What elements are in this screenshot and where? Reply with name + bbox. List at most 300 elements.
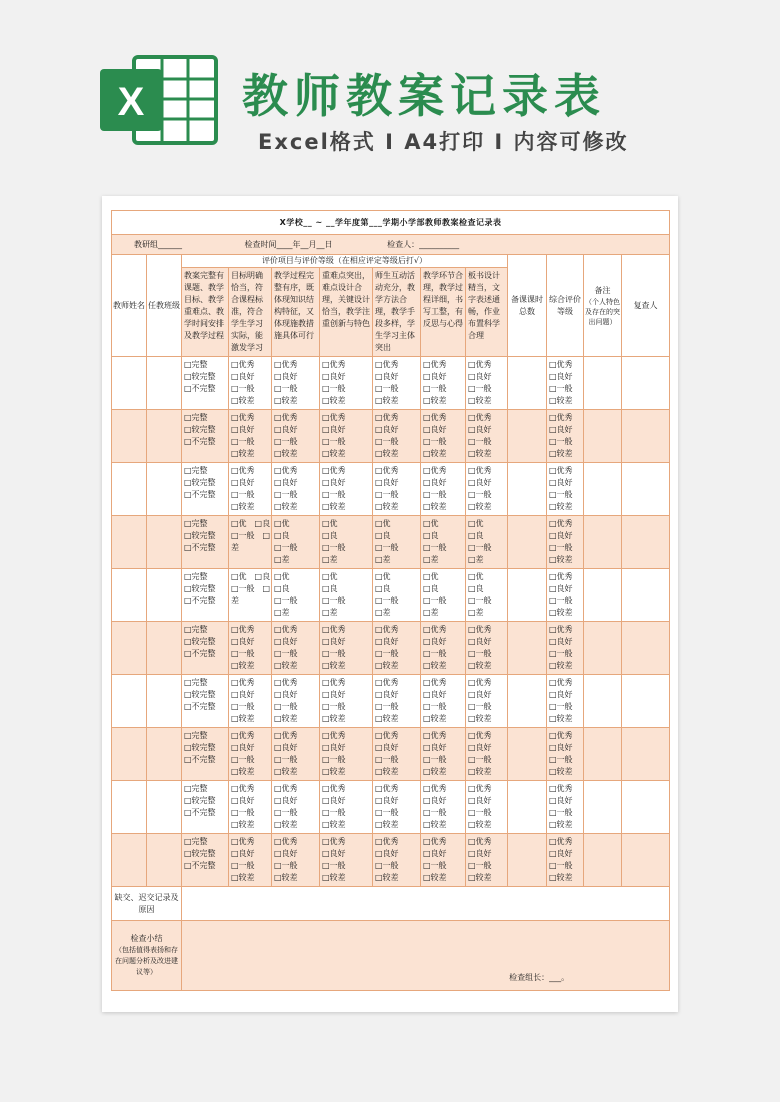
- option-checkbox[interactable]: □较差: [375, 767, 399, 776]
- option-checkbox[interactable]: □一般: [375, 702, 399, 711]
- option-checkbox[interactable]: 差: [231, 596, 239, 605]
- option-checkbox[interactable]: □较差: [274, 449, 298, 458]
- option-checkbox[interactable]: □差: [468, 555, 484, 564]
- option-checkbox[interactable]: □一般: [231, 861, 255, 870]
- option-checkbox[interactable]: □优秀: [375, 625, 399, 634]
- reviewer-cell[interactable]: [622, 781, 670, 834]
- option-checkbox[interactable]: □一般: [375, 437, 399, 446]
- teacher-name-cell[interactable]: [112, 728, 147, 781]
- option-checkbox[interactable]: □不完整: [184, 702, 216, 711]
- option-checkbox[interactable]: □良好: [549, 796, 573, 805]
- option-checkbox[interactable]: □一般: [274, 808, 298, 817]
- option-checkbox[interactable]: □良好: [423, 796, 447, 805]
- option-checkbox[interactable]: □一般: [274, 755, 298, 764]
- option-checkbox[interactable]: □优秀: [468, 784, 492, 793]
- option-checkbox[interactable]: □优秀: [274, 678, 298, 687]
- option-checkbox[interactable]: □一般: [274, 861, 298, 870]
- option-checkbox[interactable]: □优秀: [322, 837, 346, 846]
- option-checkbox[interactable]: □良: [322, 584, 338, 593]
- option-checkbox[interactable]: □较差: [231, 449, 255, 458]
- teacher-name-cell[interactable]: [112, 569, 147, 622]
- option-checkbox[interactable]: □一般: [468, 596, 492, 605]
- option-checkbox[interactable]: □优秀: [549, 784, 573, 793]
- option-checkbox[interactable]: □不完整: [184, 596, 216, 605]
- option-checkbox[interactable]: □较差: [322, 661, 346, 670]
- option-checkbox[interactable]: □优秀: [549, 413, 573, 422]
- option-checkbox[interactable]: □良好: [423, 372, 447, 381]
- option-checkbox[interactable]: □优秀: [231, 466, 255, 475]
- option-checkbox[interactable]: □良: [423, 531, 439, 540]
- option-checkbox[interactable]: □较差: [468, 396, 492, 405]
- option-checkbox[interactable]: □较差: [322, 820, 346, 829]
- option-checkbox[interactable]: □较差: [549, 873, 573, 882]
- option-checkbox[interactable]: □较差: [375, 873, 399, 882]
- option-checkbox[interactable]: □良好: [322, 372, 346, 381]
- option-checkbox[interactable]: □一般: [423, 437, 447, 446]
- option-checkbox[interactable]: □优秀: [322, 466, 346, 475]
- option-checkbox[interactable]: □优秀: [549, 837, 573, 846]
- option-checkbox[interactable]: □较差: [549, 502, 573, 511]
- option-checkbox[interactable]: □优秀: [549, 519, 573, 528]
- option-checkbox[interactable]: □一般: [231, 437, 255, 446]
- option-checkbox[interactable]: □较差: [423, 820, 447, 829]
- option-checkbox[interactable]: □良好: [231, 743, 255, 752]
- option-checkbox[interactable]: □良好: [231, 690, 255, 699]
- remarks-cell[interactable]: [584, 463, 622, 516]
- option-checkbox[interactable]: □较完整: [184, 478, 216, 487]
- reviewer-cell[interactable]: [622, 834, 670, 887]
- option-checkbox[interactable]: □良: [375, 584, 391, 593]
- hours-cell[interactable]: [508, 569, 547, 622]
- option-checkbox[interactable]: □良好: [468, 372, 492, 381]
- class-cell[interactable]: [147, 463, 182, 516]
- option-checkbox[interactable]: □优: [375, 519, 391, 528]
- option-checkbox[interactable]: □良好: [423, 478, 447, 487]
- option-checkbox[interactable]: □较完整: [184, 690, 216, 699]
- option-checkbox[interactable]: □较差: [468, 502, 492, 511]
- option-checkbox[interactable]: □优秀: [375, 466, 399, 475]
- option-checkbox[interactable]: □一般: [274, 596, 298, 605]
- option-checkbox[interactable]: □优秀: [375, 837, 399, 846]
- option-checkbox[interactable]: □较差: [231, 767, 255, 776]
- reviewer-cell[interactable]: [622, 410, 670, 463]
- option-checkbox[interactable]: □良好: [549, 584, 573, 593]
- option-checkbox[interactable]: □优秀: [322, 360, 346, 369]
- option-checkbox[interactable]: □优秀: [231, 678, 255, 687]
- class-cell[interactable]: [147, 834, 182, 887]
- option-checkbox[interactable]: □良好: [231, 849, 255, 858]
- option-checkbox[interactable]: □优秀: [423, 466, 447, 475]
- remarks-cell[interactable]: [584, 675, 622, 728]
- option-checkbox[interactable]: □优秀: [322, 625, 346, 634]
- class-cell[interactable]: [147, 357, 182, 410]
- option-checkbox[interactable]: □一般: [468, 649, 492, 658]
- option-checkbox[interactable]: □完整: [184, 360, 208, 369]
- option-checkbox[interactable]: □较完整: [184, 584, 216, 593]
- option-checkbox[interactable]: □优秀: [274, 731, 298, 740]
- teacher-name-cell[interactable]: [112, 463, 147, 516]
- option-checkbox[interactable]: □差: [274, 608, 290, 617]
- option-checkbox[interactable]: □良好: [274, 690, 298, 699]
- option-checkbox[interactable]: □一般: [549, 702, 573, 711]
- option-checkbox[interactable]: □良好: [549, 425, 573, 434]
- option-checkbox[interactable]: □优秀: [322, 784, 346, 793]
- option-checkbox[interactable]: □较差: [322, 502, 346, 511]
- option-checkbox[interactable]: □良好: [549, 690, 573, 699]
- teacher-name-cell[interactable]: [112, 834, 147, 887]
- option-checkbox[interactable]: □良好: [423, 849, 447, 858]
- hours-cell[interactable]: [508, 781, 547, 834]
- option-checkbox[interactable]: □一般: [468, 437, 492, 446]
- option-checkbox[interactable]: □优秀: [423, 837, 447, 846]
- option-checkbox[interactable]: □良好: [549, 478, 573, 487]
- option-checkbox[interactable]: □不完整: [184, 808, 216, 817]
- option-checkbox[interactable]: □良好: [274, 743, 298, 752]
- option-checkbox[interactable]: □一般: [274, 702, 298, 711]
- option-checkbox[interactable]: □一般 □: [231, 584, 271, 593]
- option-checkbox[interactable]: □良: [274, 531, 290, 540]
- option-checkbox[interactable]: □较完整: [184, 849, 216, 858]
- option-checkbox[interactable]: □良好: [274, 425, 298, 434]
- option-checkbox[interactable]: □良好: [274, 372, 298, 381]
- option-checkbox[interactable]: □一般: [423, 490, 447, 499]
- option-checkbox[interactable]: □一般: [468, 808, 492, 817]
- option-checkbox[interactable]: □较差: [375, 502, 399, 511]
- option-checkbox[interactable]: □一般: [322, 649, 346, 658]
- option-checkbox[interactable]: □较差: [274, 502, 298, 511]
- option-checkbox[interactable]: □一般: [322, 808, 346, 817]
- option-checkbox[interactable]: □良好: [423, 425, 447, 434]
- option-checkbox[interactable]: □优秀: [549, 360, 573, 369]
- hours-cell[interactable]: [508, 675, 547, 728]
- option-checkbox[interactable]: □较差: [468, 449, 492, 458]
- option-checkbox[interactable]: □良好: [322, 743, 346, 752]
- option-checkbox[interactable]: □不完整: [184, 755, 216, 764]
- option-checkbox[interactable]: □一般: [274, 437, 298, 446]
- option-checkbox[interactable]: □优秀: [468, 625, 492, 634]
- class-cell[interactable]: [147, 622, 182, 675]
- option-checkbox[interactable]: □一般: [549, 808, 573, 817]
- teacher-name-cell[interactable]: [112, 516, 147, 569]
- option-checkbox[interactable]: □较差: [423, 714, 447, 723]
- option-checkbox[interactable]: □良好: [322, 690, 346, 699]
- option-checkbox[interactable]: □良好: [375, 637, 399, 646]
- option-checkbox[interactable]: □差: [322, 608, 338, 617]
- option-checkbox[interactable]: □优: [274, 572, 290, 581]
- option-checkbox[interactable]: □优秀: [468, 466, 492, 475]
- option-checkbox[interactable]: 差: [231, 543, 239, 552]
- option-checkbox[interactable]: □一般: [423, 384, 447, 393]
- option-checkbox[interactable]: □优: [468, 519, 484, 528]
- option-checkbox[interactable]: □良好: [468, 425, 492, 434]
- option-checkbox[interactable]: □优: [375, 572, 391, 581]
- option-checkbox[interactable]: □优秀: [231, 731, 255, 740]
- class-cell[interactable]: [147, 410, 182, 463]
- class-cell[interactable]: [147, 516, 182, 569]
- option-checkbox[interactable]: □一般: [423, 649, 447, 658]
- option-checkbox[interactable]: □一般: [549, 861, 573, 870]
- option-checkbox[interactable]: □较差: [549, 767, 573, 776]
- option-checkbox[interactable]: □较差: [274, 873, 298, 882]
- reviewer-cell[interactable]: [622, 516, 670, 569]
- option-checkbox[interactable]: □优秀: [375, 731, 399, 740]
- option-checkbox[interactable]: □较差: [274, 396, 298, 405]
- option-checkbox[interactable]: □较差: [322, 873, 346, 882]
- option-checkbox[interactable]: □一般 □: [231, 531, 271, 540]
- option-checkbox[interactable]: □差: [375, 608, 391, 617]
- option-checkbox[interactable]: □较差: [274, 714, 298, 723]
- option-checkbox[interactable]: □较差: [423, 396, 447, 405]
- option-checkbox[interactable]: □优秀: [231, 360, 255, 369]
- reviewer-cell[interactable]: [622, 675, 670, 728]
- option-checkbox[interactable]: □较差: [231, 661, 255, 670]
- option-checkbox[interactable]: □一般: [549, 437, 573, 446]
- option-checkbox[interactable]: □完整: [184, 784, 208, 793]
- hours-cell[interactable]: [508, 834, 547, 887]
- option-checkbox[interactable]: □差: [322, 555, 338, 564]
- class-cell[interactable]: [147, 728, 182, 781]
- option-checkbox[interactable]: □良: [375, 531, 391, 540]
- option-checkbox[interactable]: □良: [274, 584, 290, 593]
- option-checkbox[interactable]: □一般: [322, 596, 346, 605]
- option-checkbox[interactable]: □优秀: [549, 625, 573, 634]
- option-checkbox[interactable]: □一般: [231, 808, 255, 817]
- option-checkbox[interactable]: □较差: [322, 449, 346, 458]
- option-checkbox[interactable]: □优: [322, 519, 338, 528]
- option-checkbox[interactable]: □良好: [423, 637, 447, 646]
- option-checkbox[interactable]: □良好: [423, 690, 447, 699]
- hours-cell[interactable]: [508, 463, 547, 516]
- hours-cell[interactable]: [508, 622, 547, 675]
- option-checkbox[interactable]: □完整: [184, 731, 208, 740]
- option-checkbox[interactable]: □较差: [423, 502, 447, 511]
- remarks-cell[interactable]: [584, 622, 622, 675]
- option-checkbox[interactable]: □较差: [274, 661, 298, 670]
- option-checkbox[interactable]: □一般: [468, 490, 492, 499]
- option-checkbox[interactable]: □较差: [423, 873, 447, 882]
- option-checkbox[interactable]: □一般: [375, 861, 399, 870]
- option-checkbox[interactable]: □优秀: [375, 678, 399, 687]
- option-checkbox[interactable]: □较差: [549, 714, 573, 723]
- option-checkbox[interactable]: □优秀: [468, 413, 492, 422]
- option-checkbox[interactable]: □良: [468, 584, 484, 593]
- option-checkbox[interactable]: □较差: [322, 396, 346, 405]
- option-checkbox[interactable]: □较差: [231, 873, 255, 882]
- option-checkbox[interactable]: □良好: [549, 849, 573, 858]
- option-checkbox[interactable]: □一般: [322, 702, 346, 711]
- option-checkbox[interactable]: □优秀: [468, 360, 492, 369]
- option-checkbox[interactable]: □优秀: [274, 837, 298, 846]
- option-checkbox[interactable]: □一般: [549, 543, 573, 552]
- option-checkbox[interactable]: □良好: [549, 531, 573, 540]
- option-checkbox[interactable]: □一般: [231, 702, 255, 711]
- option-checkbox[interactable]: □优 □良: [231, 519, 271, 528]
- option-checkbox[interactable]: □一般: [468, 861, 492, 870]
- option-checkbox[interactable]: □优秀: [423, 360, 447, 369]
- option-checkbox[interactable]: □不完整: [184, 490, 216, 499]
- option-checkbox[interactable]: □完整: [184, 625, 208, 634]
- option-checkbox[interactable]: □优秀: [274, 625, 298, 634]
- option-checkbox[interactable]: □良好: [468, 478, 492, 487]
- option-checkbox[interactable]: □优秀: [274, 466, 298, 475]
- option-checkbox[interactable]: □良好: [549, 743, 573, 752]
- option-checkbox[interactable]: □较差: [468, 820, 492, 829]
- option-checkbox[interactable]: □较差: [549, 396, 573, 405]
- reviewer-cell[interactable]: [622, 569, 670, 622]
- option-checkbox[interactable]: □良好: [468, 637, 492, 646]
- option-checkbox[interactable]: □一般: [322, 384, 346, 393]
- option-checkbox[interactable]: □一般: [549, 649, 573, 658]
- summary-field[interactable]: [182, 921, 670, 991]
- option-checkbox[interactable]: □一般: [549, 490, 573, 499]
- option-checkbox[interactable]: □一般: [423, 596, 447, 605]
- option-checkbox[interactable]: □不完整: [184, 649, 216, 658]
- option-checkbox[interactable]: □良好: [375, 849, 399, 858]
- option-checkbox[interactable]: □较差: [423, 449, 447, 458]
- option-checkbox[interactable]: □良: [468, 531, 484, 540]
- option-checkbox[interactable]: □较差: [375, 820, 399, 829]
- option-checkbox[interactable]: □差: [423, 608, 439, 617]
- remarks-cell[interactable]: [584, 410, 622, 463]
- option-checkbox[interactable]: □优秀: [549, 572, 573, 581]
- option-checkbox[interactable]: □较差: [375, 449, 399, 458]
- option-checkbox[interactable]: □优: [423, 572, 439, 581]
- teacher-name-cell[interactable]: [112, 410, 147, 463]
- reviewer-cell[interactable]: [622, 463, 670, 516]
- option-checkbox[interactable]: □一般: [322, 490, 346, 499]
- option-checkbox[interactable]: □一般: [375, 384, 399, 393]
- remarks-cell[interactable]: [584, 357, 622, 410]
- option-checkbox[interactable]: □不完整: [184, 437, 216, 446]
- option-checkbox[interactable]: □优秀: [468, 678, 492, 687]
- option-checkbox[interactable]: □较差: [274, 820, 298, 829]
- option-checkbox[interactable]: □较完整: [184, 531, 216, 540]
- option-checkbox[interactable]: □一般: [423, 755, 447, 764]
- option-checkbox[interactable]: □优秀: [322, 731, 346, 740]
- option-checkbox[interactable]: □良好: [322, 796, 346, 805]
- option-checkbox[interactable]: □完整: [184, 466, 208, 475]
- option-checkbox[interactable]: □差: [274, 555, 290, 564]
- option-checkbox[interactable]: □较差: [375, 661, 399, 670]
- teacher-name-cell[interactable]: [112, 357, 147, 410]
- option-checkbox[interactable]: □优秀: [231, 837, 255, 846]
- option-checkbox[interactable]: □较完整: [184, 743, 216, 752]
- option-checkbox[interactable]: □良好: [375, 796, 399, 805]
- option-checkbox[interactable]: □较差: [423, 767, 447, 776]
- option-checkbox[interactable]: □优秀: [423, 625, 447, 634]
- hours-cell[interactable]: [508, 410, 547, 463]
- option-checkbox[interactable]: □较差: [549, 608, 573, 617]
- option-checkbox[interactable]: □良好: [468, 743, 492, 752]
- reviewer-cell[interactable]: [622, 357, 670, 410]
- option-checkbox[interactable]: □较差: [375, 396, 399, 405]
- option-checkbox[interactable]: □一般: [468, 755, 492, 764]
- option-checkbox[interactable]: □一般: [468, 384, 492, 393]
- option-checkbox[interactable]: □良好: [468, 849, 492, 858]
- option-checkbox[interactable]: □良好: [322, 637, 346, 646]
- remarks-cell[interactable]: [584, 781, 622, 834]
- option-checkbox[interactable]: □一般: [549, 755, 573, 764]
- option-checkbox[interactable]: □一般: [231, 755, 255, 764]
- option-checkbox[interactable]: □良好: [274, 637, 298, 646]
- hours-cell[interactable]: [508, 728, 547, 781]
- option-checkbox[interactable]: □较完整: [184, 637, 216, 646]
- class-cell[interactable]: [147, 781, 182, 834]
- option-checkbox[interactable]: □一般: [231, 490, 255, 499]
- option-checkbox[interactable]: □一般: [375, 808, 399, 817]
- option-checkbox[interactable]: □良好: [322, 425, 346, 434]
- option-checkbox[interactable]: □一般: [375, 490, 399, 499]
- option-checkbox[interactable]: □一般: [423, 808, 447, 817]
- option-checkbox[interactable]: □完整: [184, 413, 208, 422]
- option-checkbox[interactable]: □良好: [375, 425, 399, 434]
- option-checkbox[interactable]: □较差: [549, 449, 573, 458]
- option-checkbox[interactable]: □完整: [184, 678, 208, 687]
- remarks-cell[interactable]: [584, 569, 622, 622]
- option-checkbox[interactable]: □良好: [274, 478, 298, 487]
- option-checkbox[interactable]: □一般: [375, 649, 399, 658]
- option-checkbox[interactable]: □良好: [231, 796, 255, 805]
- option-checkbox[interactable]: □优秀: [322, 413, 346, 422]
- option-checkbox[interactable]: □优秀: [375, 360, 399, 369]
- option-checkbox[interactable]: □一般: [375, 596, 399, 605]
- option-checkbox[interactable]: □优 □良: [231, 572, 271, 581]
- option-checkbox[interactable]: □良好: [375, 372, 399, 381]
- option-checkbox[interactable]: □较差: [468, 767, 492, 776]
- option-checkbox[interactable]: □一般: [322, 861, 346, 870]
- remarks-cell[interactable]: [584, 834, 622, 887]
- teacher-name-cell[interactable]: [112, 622, 147, 675]
- option-checkbox[interactable]: □优秀: [322, 678, 346, 687]
- option-checkbox[interactable]: □一般: [375, 755, 399, 764]
- option-checkbox[interactable]: □一般: [274, 384, 298, 393]
- option-checkbox[interactable]: □良好: [231, 372, 255, 381]
- option-checkbox[interactable]: □较差: [231, 502, 255, 511]
- hours-cell[interactable]: [508, 357, 547, 410]
- option-checkbox[interactable]: □差: [423, 555, 439, 564]
- option-checkbox[interactable]: □优秀: [549, 466, 573, 475]
- option-checkbox[interactable]: □优: [274, 519, 290, 528]
- option-checkbox[interactable]: □一般: [423, 702, 447, 711]
- option-checkbox[interactable]: □较差: [322, 714, 346, 723]
- option-checkbox[interactable]: □较差: [375, 714, 399, 723]
- option-checkbox[interactable]: □一般: [231, 384, 255, 393]
- option-checkbox[interactable]: □一般: [549, 384, 573, 393]
- option-checkbox[interactable]: □较差: [231, 714, 255, 723]
- option-checkbox[interactable]: □优秀: [274, 360, 298, 369]
- missing-field[interactable]: [182, 887, 670, 921]
- option-checkbox[interactable]: □较差: [423, 661, 447, 670]
- option-checkbox[interactable]: □完整: [184, 837, 208, 846]
- option-checkbox[interactable]: □良: [423, 584, 439, 593]
- class-cell[interactable]: [147, 675, 182, 728]
- option-checkbox[interactable]: □良好: [423, 743, 447, 752]
- option-checkbox[interactable]: □一般: [468, 702, 492, 711]
- option-checkbox[interactable]: □较差: [549, 820, 573, 829]
- teacher-name-cell[interactable]: [112, 675, 147, 728]
- option-checkbox[interactable]: □良好: [549, 372, 573, 381]
- option-checkbox[interactable]: □良好: [375, 478, 399, 487]
- option-checkbox[interactable]: □完整: [184, 572, 208, 581]
- option-checkbox[interactable]: □优秀: [423, 678, 447, 687]
- option-checkbox[interactable]: □优秀: [231, 625, 255, 634]
- option-checkbox[interactable]: □优秀: [231, 784, 255, 793]
- option-checkbox[interactable]: □一般: [231, 649, 255, 658]
- option-checkbox[interactable]: □优秀: [375, 413, 399, 422]
- option-checkbox[interactable]: □较差: [274, 767, 298, 776]
- option-checkbox[interactable]: □优秀: [549, 731, 573, 740]
- option-checkbox[interactable]: □差: [468, 608, 484, 617]
